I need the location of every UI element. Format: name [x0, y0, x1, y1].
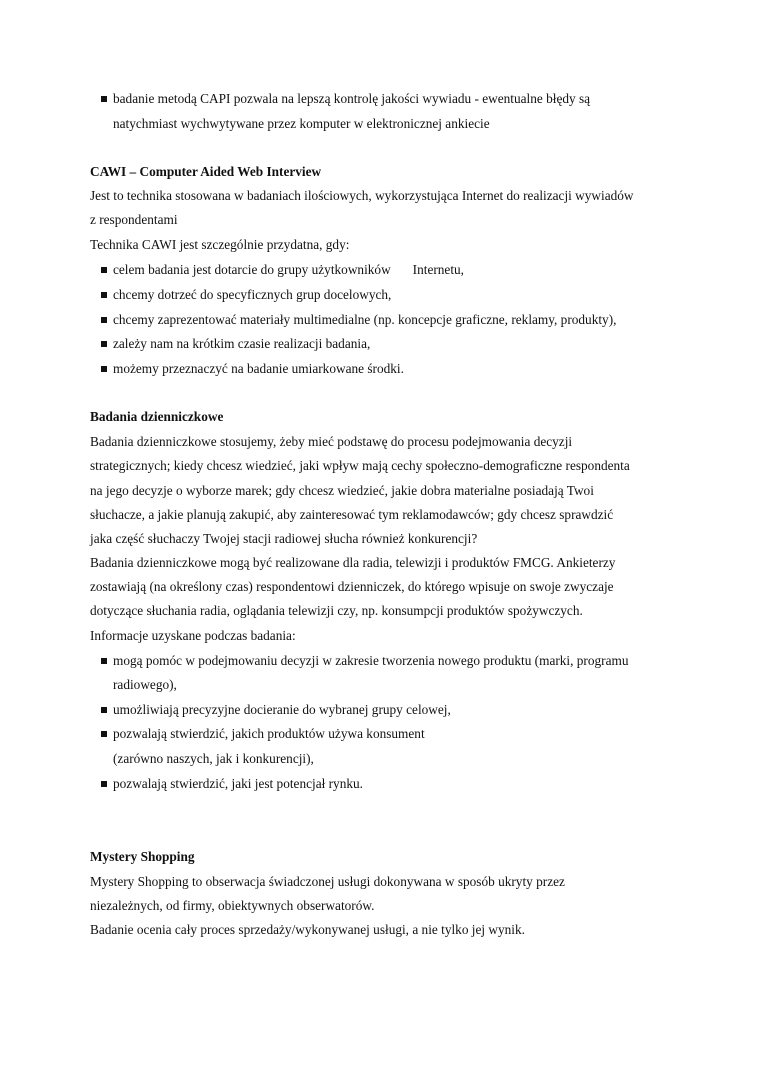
cawi-bullet-3: chcemy zaprezentować materiały multimedialne (np. koncepcje graficzne, reklamy, produkty),	[113, 312, 617, 327]
cawi-bullet-1-part2: Internetu,	[412, 262, 464, 277]
diary-bullet-2: umożliwiają precyzyjne docieranie do wybranej grupy celowej,	[113, 702, 451, 717]
capi-bullet-line1: badanie metodą CAPI pozwala na lepszą kontrolę jakości wywiadu - ewentualne błędy są	[113, 91, 591, 106]
diary-bullet-1-line1: mogą pomóc w podejmowaniu decyzji w zakresie tworzenia nowego produktu (marki, programu	[113, 653, 629, 668]
mystery-line3: Badanie ocenia cały proces sprzedaży/wykonywanej usługi, a nie tylko jej wynik.	[90, 922, 525, 937]
bullet-marker	[101, 317, 107, 323]
bullet-marker	[101, 292, 107, 298]
mystery-heading: Mystery Shopping	[90, 849, 195, 864]
diary-p1-line3: na jego decyzje o wyborze marek; gdy chcesz wiedzieć, jakie dobra materialne posiadają Twoi	[90, 483, 594, 498]
cawi-intro-line1: Jest to technika stosowana w badaniach ilościowych, wykorzystująca Internet do realizacji wywiadów	[90, 188, 634, 203]
cawi-lead: Technika CAWI jest szczególnie przydatna, gdy:	[90, 237, 350, 252]
bullet-marker	[101, 366, 107, 372]
bullet-marker	[101, 731, 107, 737]
capi-bullet-line2: natychmiast wychwytywane przez komputer w elektronicznej ankiecie	[113, 116, 490, 131]
cawi-intro-line2: z respondentami	[90, 212, 178, 227]
diary-p1-line2: strategicznych; kiedy chcesz wiedzieć, jaki wpływ mają cechy społeczno-demograficzne respondenta	[90, 458, 630, 473]
diary-heading: Badania dzienniczkowe	[90, 409, 224, 424]
cawi-heading: CAWI – Computer Aided Web Interview	[90, 164, 322, 179]
cawi-bullet-2: chcemy dotrzeć do specyficznych grup docelowych,	[113, 287, 392, 302]
mystery-line2: niezależnych, od firmy, obiektywnych obserwatorów.	[90, 898, 375, 913]
diary-p2-line1: Badania dzienniczkowe mogą być realizowane dla radia, telewizji i produktów FMCG. Ankieterzy	[90, 555, 616, 570]
diary-p1-line1: Badania dzienniczkowe stosujemy, żeby mieć podstawę do procesu podejmowania decyzji	[90, 434, 573, 449]
diary-p2-line2: zostawiają (na określony czas) respondentowi dzienniczek, do którego wpisuje on swoje zwyczaje	[90, 579, 614, 594]
bullet-marker	[101, 341, 107, 347]
bullet-marker	[101, 781, 107, 787]
bullet-marker	[101, 267, 107, 273]
bullet-marker	[101, 96, 107, 102]
diary-p1-line5: jaka część słuchaczy Twojej stacji radiowej słucha również konkurencji?	[90, 531, 478, 546]
diary-bullet-3-line2: (zarówno naszych, jak i konkurencji),	[113, 751, 314, 766]
diary-p2-line3: dotyczące słuchania radia, oglądania telewizji czy, np. konsumpcji produktów spożywczych.	[90, 603, 583, 618]
diary-lead: Informacje uzyskane podczas badania:	[90, 628, 296, 643]
diary-bullet-1-line2: radiowego),	[113, 677, 177, 692]
diary-bullet-4: pozwalają stwierdzić, jaki jest potencjał rynku.	[113, 776, 363, 791]
cawi-bullet-1	[113, 262, 464, 278]
cawi-bullet-4: zależy nam na krótkim czasie realizacji badania,	[113, 336, 371, 351]
cawi-bullet-1-part1: celem badania jest dotarcie do grupy użytkowników	[113, 262, 391, 277]
mystery-line1: Mystery Shopping to obserwacja świadczonej usługi dokonywana w sposób ukryty przez	[90, 874, 565, 889]
diary-bullet-3-line1: pozwalają stwierdzić, jakich produktów używa konsument	[113, 726, 425, 741]
bullet-marker	[101, 658, 107, 664]
diary-p1-line4: słuchacze, a jakie planują zakupić, aby zainteresować tym reklamodawców; gdy chcesz sprawdzić	[90, 507, 614, 522]
cawi-bullet-5: możemy przeznaczyć na badanie umiarkowane środki.	[113, 361, 404, 376]
bullet-marker	[101, 707, 107, 713]
